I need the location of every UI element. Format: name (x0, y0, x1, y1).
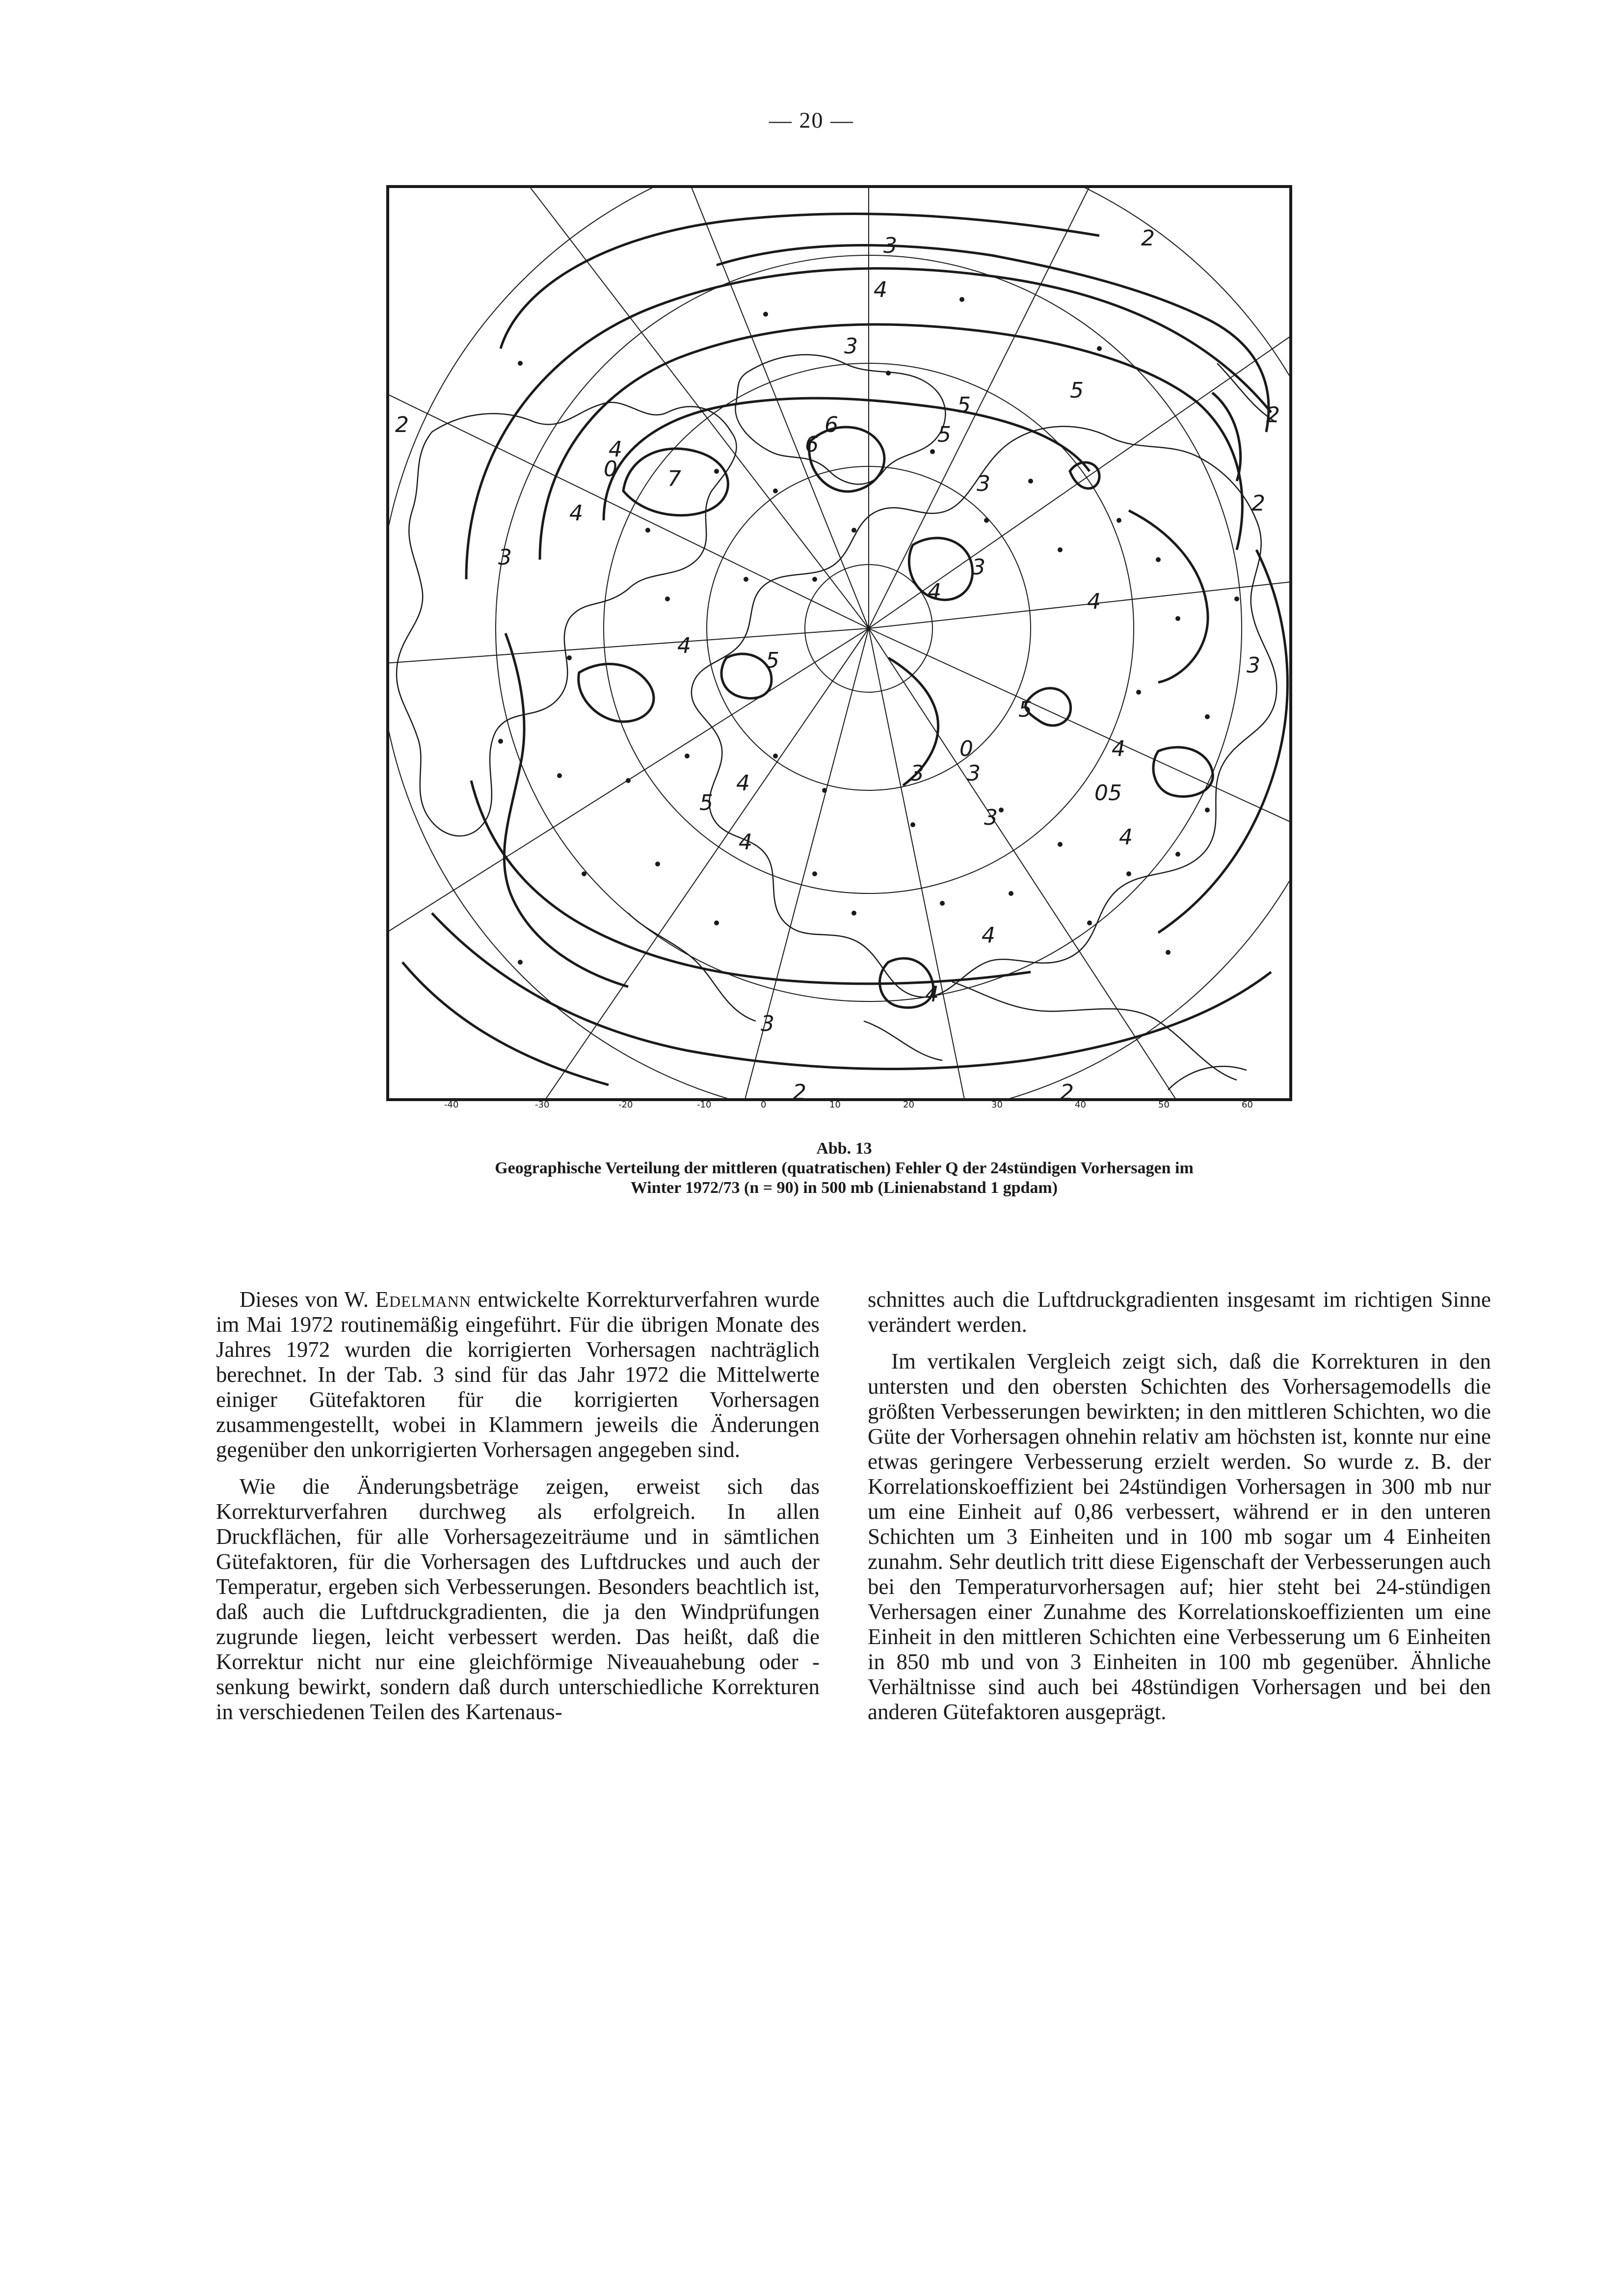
contour-label: 5 (699, 790, 713, 815)
tick-label: -40 (444, 1100, 459, 1109)
station-dot (763, 312, 768, 317)
tick-label: 40 (1075, 1100, 1086, 1109)
paragraph: Dieses von W. Edelmann entwickelte Korrekturverfahren wurde im Mai 1972 routinemäßig eingeführt. Für die übrigen Monate des Jahres 1972 wurden die korrigierten Vorhersagen nachträglich berechnet. In der Tab. 3 sind für das Jahr 1972 die Mittelwerte einiger Gütefaktoren für die korrigierten Vorhersagen zusammengestellt, wobei in Klammern jeweils die Änderungen gegenüber den unkorrigierten Vorhersagen angegeben sind. (216, 1287, 820, 1462)
station-dot (773, 488, 778, 493)
contour-label: 4 (609, 437, 622, 462)
station-dot (940, 901, 945, 906)
station-dot (1058, 547, 1063, 552)
station-dot (714, 469, 719, 474)
station-dot (626, 778, 631, 783)
tick-label: 10 (829, 1100, 841, 1109)
meridians (373, 177, 1305, 1109)
text-column-right (868, 1287, 1491, 1736)
station-dot (984, 518, 989, 523)
tick-label: 30 (991, 1100, 1003, 1109)
contour-label: 4 (928, 579, 941, 604)
contour-label: 4 (1087, 589, 1101, 614)
tick-label: 50 (1158, 1100, 1170, 1109)
contour-label: 4 (925, 982, 939, 1007)
station-dot (1175, 616, 1180, 621)
polar-stereographic-map (373, 177, 1305, 1109)
contour-label: 3 (910, 761, 924, 786)
contour-label: 5 (937, 422, 951, 447)
station-dot (557, 773, 562, 778)
station-dot (1156, 557, 1161, 562)
station-dot (822, 788, 827, 793)
contour-label: 5 (766, 648, 779, 673)
contour-label: 05 (1094, 781, 1122, 806)
station-dot (518, 361, 523, 366)
text-column-left (216, 1287, 820, 1736)
station-dot (851, 911, 856, 916)
contour-label: 3 (977, 471, 990, 496)
figure-caption-text: Geographische Verteilung der mittleren (quatratischen) Fehler Q der 24stündigen Vorhersagen im Winter 1972/73 (n = 90) in 500 mb (Linienabstand 1 gpdam) (495, 1159, 1194, 1197)
contour-label: 7 (667, 466, 681, 491)
contour-label: 2 (1060, 1080, 1074, 1105)
map-frame (388, 187, 1291, 1100)
contour-label: 4 (1119, 825, 1133, 850)
station-dot (1205, 808, 1210, 812)
contour-label: 2 (1251, 491, 1265, 516)
paragraph: Im vertikalen Vergleich zeigt sich, daß die Korrekturen in den untersten und den obersten Schichten des Vorhersagemodells die größten Verbesserungen bewirkten; in den mittleren Schichten, wo die Güte der Vorhersagen ohnehin relativ am höchsten ist, konnte nur eine etwas geringere Verbesserung erzielt werden. So wurde z. B. der Korrelationskoeffizient bei 24stündigen Vorhersagen in 300 mb nur um eine Einheit auf 0,86 verbessert, während er in den unteren Schichten um 3 Einheiten und in 100 mb sogar um 4 Einheiten zunahm. Sehr deutlich tritt diese Eigenschaft der Verbesserungen auch bei den Temperaturvorhersagen auf; hier steht bei 24-stündigen Verhersagen einer Zunahme des Korrelationskoeffizienten um eine Einheit in den mittleren Schichten eine Verbesserung um 6 Einheiten in 850 mb und von 3 Einheiten in 100 mb gegenüber. Ähnliche Verhältnisse sind auch bei 48stündigen Vorhersagen und bei den anderen Gütefaktoren ausgeprägt. (868, 1349, 1491, 1724)
station-dot (773, 754, 778, 758)
coastlines (397, 355, 1277, 1090)
station-dot (645, 528, 650, 533)
contour-label: 2 (395, 412, 409, 437)
contour-label: 0 (959, 736, 973, 761)
contour-label: 2 (1141, 226, 1155, 251)
tick-label: 60 (1242, 1100, 1253, 1109)
station-dot (886, 371, 891, 376)
contour-label: 3 (1247, 653, 1260, 678)
contour-label: 4 (569, 501, 583, 526)
contour-label: 4 (982, 923, 995, 948)
tick-label: -30 (535, 1100, 550, 1109)
tick-label: -20 (618, 1100, 633, 1109)
station-dot (1205, 714, 1210, 719)
station-dot (567, 655, 572, 660)
contour-label: 3 (883, 233, 897, 258)
station-dot (685, 754, 690, 758)
contour-label: 3 (761, 1011, 774, 1036)
contour-label: 4 (736, 771, 750, 796)
contour-label: 6 (825, 412, 838, 437)
contour-label: 5 (1018, 697, 1032, 722)
contour-label: 3 (972, 555, 985, 580)
contour-labels (395, 226, 1280, 1105)
figure-map (373, 177, 1305, 1109)
contour-label: 2 (1266, 403, 1280, 428)
station-dot (582, 871, 586, 876)
contour-label: 3 (844, 334, 858, 359)
station-dot (930, 449, 935, 454)
tick-label: -10 (697, 1100, 712, 1109)
station-dot (498, 739, 503, 744)
station-dot (1234, 596, 1239, 601)
contour-label: 4 (1112, 736, 1125, 761)
page-number: — 20 — (769, 108, 854, 133)
station-dot (1028, 479, 1033, 484)
contour-label: 2 (793, 1080, 806, 1105)
author-name: Edelmann (375, 1287, 472, 1312)
station-dot (851, 528, 856, 533)
station-dot (1087, 920, 1092, 925)
station-dot (812, 577, 817, 582)
station-dot (518, 960, 523, 965)
station-dot (999, 808, 1004, 812)
station-dot (1117, 518, 1121, 523)
contour-label: 3 (967, 761, 981, 786)
station-dot (1009, 891, 1013, 896)
contour-label: 3 (498, 545, 512, 570)
station-dot (714, 920, 719, 925)
station-dot (1058, 842, 1063, 847)
contour-label: 5 (1070, 378, 1084, 403)
station-dot (910, 822, 915, 827)
paragraph: Wie die Änderungsbeträge zeigen, erweist sich das Korrekturverfahren durchweg als erfolgreich. In allen Druckflächen, für alle Vorhersagezeiträume und in sämtlichen Gütefaktoren, für die Vorhersagen des Luftdruckes und auch der Temperatur, ergeben sich Verbesserungen. Besonders beachtlich ist, daß auch die Luftdruckgradienten, die ja den Windprüfungen zugrunde liegen, leicht verbessert werden. Das heißt, daß die Korrektur nicht nur eine gleichförmige Niveauahebung oder -senkung bewirkt, sondern daß durch unterschiedliche Korrekturen in verschiedenen Teilen des Kartenaus- (216, 1474, 820, 1724)
contour-label: 0 (604, 457, 617, 482)
contour-label: 3 (984, 805, 998, 830)
station-dot (655, 862, 660, 866)
figure-label: Abb. 13 (816, 1139, 872, 1158)
contour-label: 4 (739, 830, 752, 855)
station-dot (1136, 690, 1141, 695)
contour-label: 5 (957, 393, 971, 418)
figure-caption (491, 1139, 1197, 1198)
paragraph: schnittes auch die Luftdruckgradienten insgesamt im richtigen Sinne verändert werden. (868, 1287, 1491, 1337)
tick-label: 0 (761, 1100, 767, 1109)
contour-label: 6 (805, 432, 819, 457)
station-dot (812, 871, 817, 876)
contour-label: 4 (874, 277, 887, 302)
station-dot (1175, 852, 1180, 857)
station-dot (665, 596, 670, 601)
contour-label: 4 (677, 633, 691, 658)
station-dot (1166, 950, 1171, 955)
station-dot (959, 297, 964, 302)
station-dot (1126, 871, 1131, 876)
station-dot (1097, 346, 1102, 351)
station-dot (744, 577, 748, 582)
tick-label: 20 (903, 1100, 914, 1109)
